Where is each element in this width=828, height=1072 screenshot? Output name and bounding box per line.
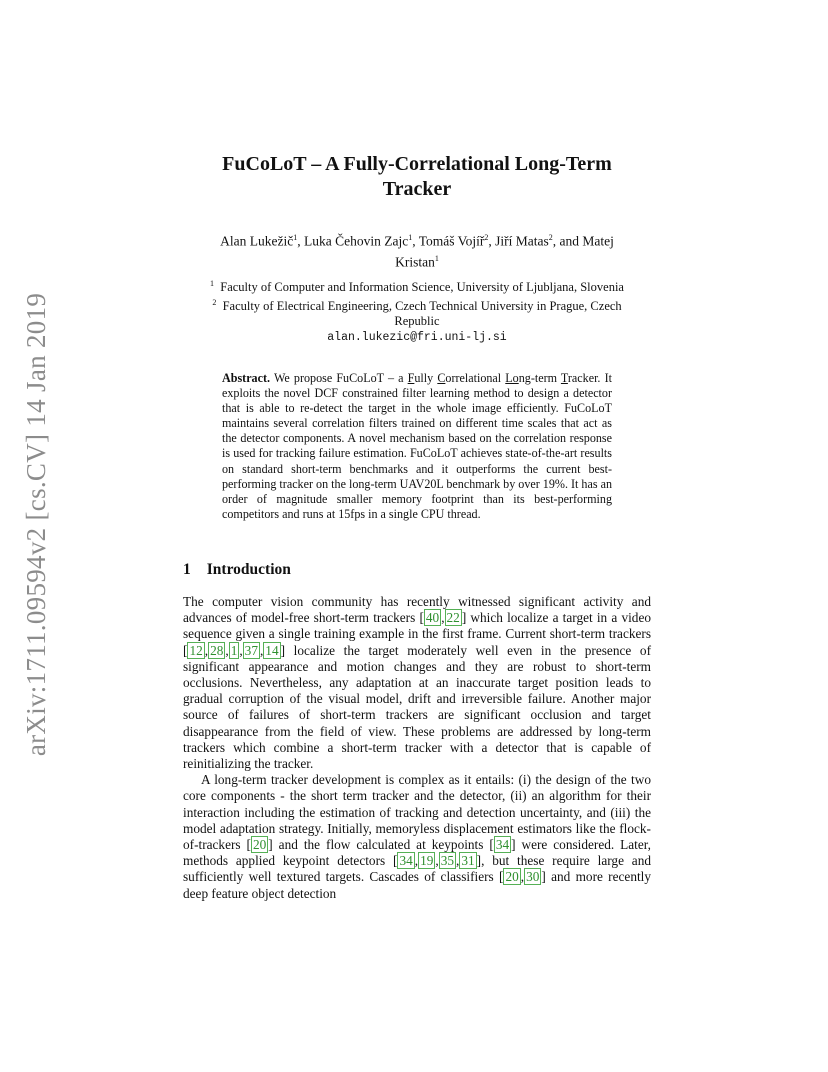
section-heading <box>183 561 291 579</box>
paragraph-text: were considered. Later, methods applied keypoint detectors <box>183 837 651 869</box>
citation-link[interactable]: 34 <box>399 853 413 869</box>
citation-link[interactable]: 14 <box>265 642 279 658</box>
citation-link[interactable]: 35 <box>440 853 454 869</box>
abstract <box>222 371 612 522</box>
affiliation-mark: 2 <box>548 233 553 242</box>
citation-link[interactable]: 28 <box>210 642 224 658</box>
section-number: 1 <box>183 561 191 578</box>
abstract-text: We propose FuCoLoT – a <box>270 371 408 385</box>
affiliation-mark: 1 <box>210 279 214 288</box>
title-line-1: FuCoLoT – A Fully-Correlational Long-Term <box>222 153 612 175</box>
author-name: , Jiří Matas <box>488 233 549 249</box>
citation-link[interactable]: 40 <box>425 610 440 626</box>
citation-link[interactable]: 20 <box>505 869 519 885</box>
affiliation-1-text: Faculty of Computer and Information Science, University of Ljubljana, Slovenia <box>220 280 624 295</box>
paragraph-text: which localize a target in a video sequence given a single training example in the first frame. Current short-term trackers <box>183 610 651 642</box>
title-line-2: Tracker <box>382 178 452 200</box>
arxiv-identifier: arXiv:1711.09594v2 [cs.CV] 14 Jan 2019 <box>21 292 52 756</box>
paragraph-1: The computer vision community has recently witnessed significant activity and advances of model-free short-term trackers [ 40 , 22 ] which localize a target in a video sequence given a single training example in the first frame. Current short-term trackers [ 12 , 28 , 1 , 37 , 14 ] localize the target moderately well even in the presence of significant appearance and motion changes and they are robust to short-term occlusions. Nevertheless, any adaptation at an inaccurate target position leads to gradual corruption of the visual model, drift and irreversible failure. Another major source of failures of short-term trackers are significant occlusion and target disappearance from the field of view. These problems are addressed by long-term trackers which combine a short-term tracker with a detector that is capable of reinitializing the tracker. <box>183 594 651 772</box>
affiliation-mark: 2 <box>484 233 489 242</box>
citation-link[interactable]: 20 <box>252 837 267 853</box>
author-name: , Luka Čehovin Zajc <box>297 233 409 249</box>
citation-link[interactable]: 34 <box>495 837 510 853</box>
paragraph-text: A long-term tracker development is complex as it entails: (i) the design of the two core components - the short term tracker and the detector, (ii) an algorithm for their interaction including the estimation of tracking and detection uncertainty, and (iii) the model adaptation strategy. Initially, memoryless displacement estimators like the flock-of-trackers <box>183 772 651 853</box>
paragraph-2: A long-term tracker development is complex as it entails: (i) the design of the two core components - the short term tracker and the detector, (ii) an algorithm for their interaction including the estimation of tracking and detection uncertainty, and (iii) the model adaptation strategy. Initially, memoryless displacement estimators like the flock-of-trackers [ 20 ] and the flow calculated at keypoints [ 34 ] were considered. Later, methods applied keypoint detectors [ 34 , 19 , 35 , 31 ], but these require large and sufficiently well textured targets. Cascades of classifiers [ 20 , 30 ] and more recently deep feature object detection <box>183 772 652 901</box>
arxiv-sidebar <box>14 288 60 760</box>
acronym-letter: Lo <box>505 371 519 385</box>
citation-link[interactable]: 37 <box>244 642 258 658</box>
affiliations <box>183 276 651 345</box>
abstract-label: Abstract. <box>222 371 271 385</box>
author-name: Kristan <box>395 254 435 269</box>
author-name: , Tomáš Vojíř <box>412 233 485 249</box>
acronym-letter: C <box>437 371 446 385</box>
affiliation-1 <box>183 276 651 295</box>
citation-link[interactable]: 22 <box>446 610 460 626</box>
affiliation-mark: 1 <box>434 253 439 263</box>
citation-link[interactable]: 12 <box>189 642 203 658</box>
affiliation-mark: 1 <box>293 233 298 242</box>
paragraph-text: and the flow calculated at keypoints <box>272 837 490 853</box>
author-email: alan.lukezic@fri.uni-lj.si <box>327 331 507 345</box>
affiliation-mark: 2 <box>212 298 217 308</box>
affiliation-mark: 1 <box>408 233 413 242</box>
author-name: Alan Lukežič <box>220 233 294 249</box>
author-name: , and Matej <box>552 233 614 249</box>
paper-title <box>183 152 651 202</box>
introduction-body <box>183 594 651 902</box>
citation-link[interactable]: 1 <box>230 642 238 658</box>
paragraph-text: and more recently deep feature object detection <box>183 869 652 901</box>
affiliation-2-text: Faculty of Electrical Engineering, Czech Technical University in Prague, Czech <box>222 299 622 314</box>
author-list <box>183 229 651 270</box>
affiliation-2 <box>183 295 651 314</box>
citation-link[interactable]: 31 <box>461 853 475 869</box>
affiliation-2-continued: Republic <box>394 314 440 329</box>
paragraph-text: , but these require large and sufficiently well textured targets. Cascades of classifiers <box>183 853 651 885</box>
paragraph-text: The computer vision community has recently witnessed significant activity and advances of model-free short-term trackers <box>183 594 651 626</box>
citation-link[interactable]: 30 <box>526 869 540 885</box>
paragraph-text: localize the target moderately well even in the presence of significant appearance and motion changes and they are robust to short-term occlusions. Nevertheless, any adaptation at an inaccurate target position leads to gradual corruption of the visual model, drift and irreversible failure. Another major source of failures of short-term trackers are significant occlusion and target disappearance from the field of view. These problems are addressed by long-term trackers which combine a short-term tracker with a detector that is capable of reinitializing the tracker. <box>183 642 651 772</box>
abstract-text: ully <box>414 371 438 385</box>
abstract-text: racker. It exploits the novel DCF constrained filter learning method to design a detector that is able to re-detect the target in the whole image efficiently. FuCoLoT maintains several correlation filters trained on different time scales that act as the detector components. A novel mechanism based on the correlation response is used for tracking failure estimation. FuCoLoT achieves state-of-the-art results on standard short-term benchmarks and it outperforms the current best-performing tracker on the long-term UAV20L benchmark by over 19%. It has an order of magnitude smaller memory footprint than its best-performing competitors and runs at 15fps in a single CPU thread. <box>222 371 612 521</box>
section-title: Introduction <box>206 561 291 578</box>
abstract-text: ng-term <box>518 371 561 385</box>
abstract-text: orrelational <box>445 371 506 385</box>
acronym-letter: T <box>560 371 568 385</box>
acronym-letter: F <box>407 371 415 385</box>
citation-link[interactable]: 19 <box>420 853 434 869</box>
